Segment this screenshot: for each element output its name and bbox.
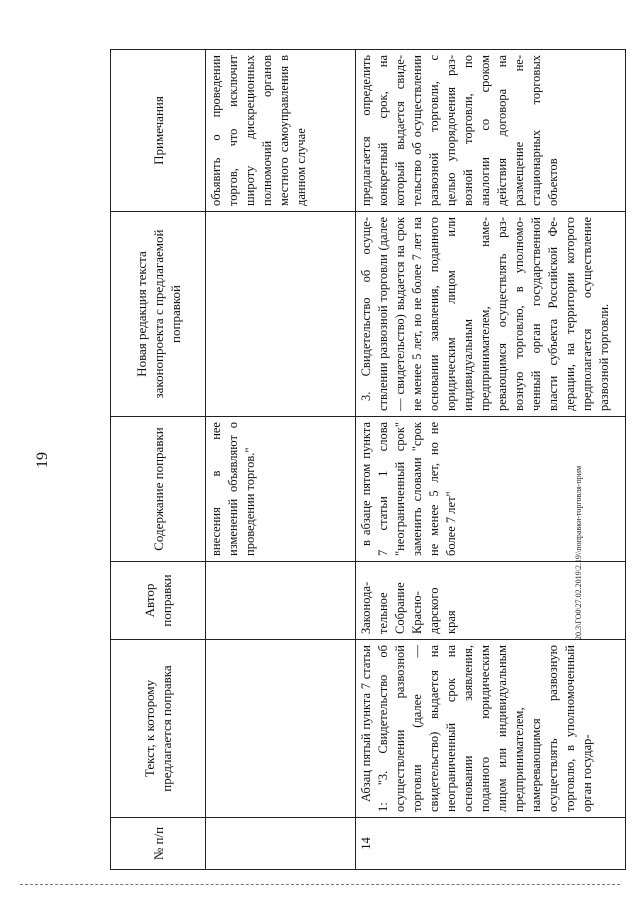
cell-content: внесения в нее изменений объявляют о проведении торгов." — [206, 417, 356, 562]
header-num: № п/п — [111, 818, 206, 870]
cell-notes: предлагается определить конкретный срок, на который выдается свидетельство об осуществлении развозной торговли, с целью упорядочения развозной торговли, по аналогии со сроком действия договора на размещение нестационарных торговых объектов — [356, 50, 626, 212]
cell-text — [206, 640, 356, 818]
amendments-table — [110, 49, 626, 870]
cell-new-text: 3. Свидетельство об осуществлении развозной торговли (далее — свидетельство) выдается на срок не менее 5 лет, но не более 7 лет на основании заявления, поданного юридическим лицом или индивидуальным предпринимателем, намеревающимся осуществлять развозную торговлю, в уполномоченный орган государственной власти субъекта Российской Федерации, на территории которого предполагается осуществление развозной торговли. — [356, 212, 626, 417]
cell-content: в абзаце пятом пункта 7 статьи 1 слова "неограниченный срок" заменить словами "срок не менее 5 лет, но не более 7 лет" — [356, 417, 626, 562]
header-notes: Примечания — [111, 50, 206, 212]
cell-author — [206, 562, 356, 640]
cell-text: Абзац пятый пункта 7 статьи 1: "3. Свидетельство об осуществлении развозной торговли (далее — свидетельство) выдается на неограниченный срок на основании заявления, поданного юридическим лицом или индивидуальным предпринимателем, намеревающимся осуществлять развозную торговлю, в уполномоченный орган государ- — [356, 640, 626, 818]
page-number: 19 — [34, 452, 51, 468]
header-new-text: Новая редакция текста законопроекта с предлагаемой поправкой — [111, 212, 206, 417]
cell-notes: объявить о проведении торгов, что исключит широту дискреционных полномочий органов местного самоуправления в данном случае — [206, 50, 356, 212]
table-row — [206, 50, 356, 870]
cell-num — [206, 818, 356, 870]
table-header-row — [111, 50, 206, 870]
header-text: Текст, к которому предлагается поправка — [111, 640, 206, 818]
cell-new-text — [206, 212, 356, 417]
cell-author: Законодательное Собрание Краснодарского края — [356, 562, 626, 640]
footer-file-path: 20.3\ГО0\27.02.2019\2.19\\поправки-торговля-прим — [574, 465, 583, 640]
table-row — [356, 50, 626, 870]
dashed-divider — [20, 884, 620, 885]
cell-num: 14 — [356, 818, 626, 870]
header-author: Автор поправки — [111, 562, 206, 640]
header-content: Содержание поправки — [111, 417, 206, 562]
rotated-table-container — [110, 50, 630, 870]
